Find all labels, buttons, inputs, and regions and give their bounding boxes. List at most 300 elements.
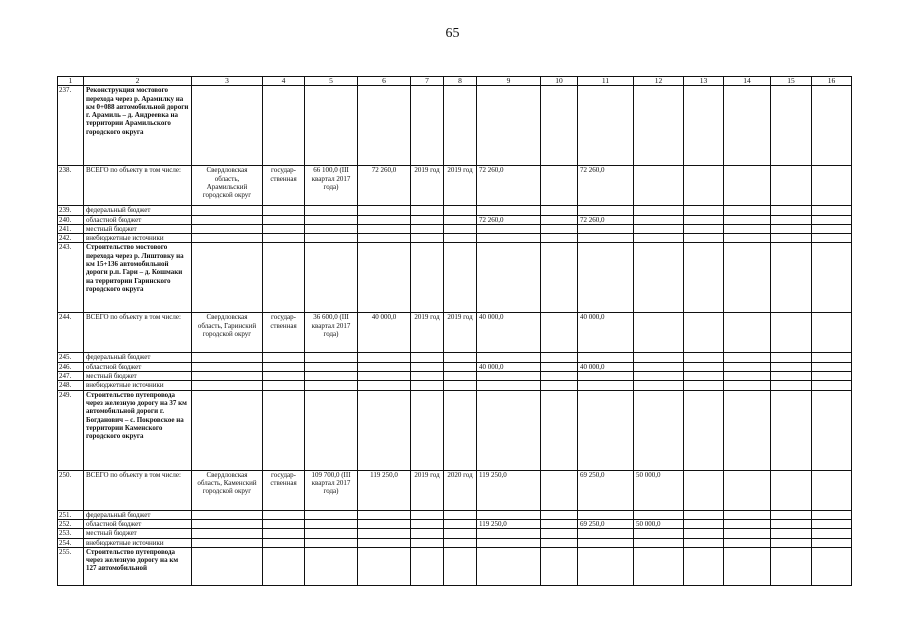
header-cell: 6 xyxy=(358,77,411,86)
value-cell xyxy=(444,362,477,371)
value-cell xyxy=(541,353,578,362)
row-number: 240. xyxy=(58,215,84,224)
empty-cell xyxy=(263,86,305,166)
item-label: внебюджетные источники xyxy=(84,234,192,243)
value-cell xyxy=(541,234,578,243)
empty-cell xyxy=(771,353,812,362)
empty-cell xyxy=(812,381,852,390)
empty-cell xyxy=(578,86,634,166)
value-cell xyxy=(411,215,444,224)
table-row xyxy=(58,234,852,243)
header-cell: 10 xyxy=(541,77,578,86)
empty-cell xyxy=(771,243,812,313)
table-body xyxy=(58,86,852,586)
empty-cell xyxy=(771,166,812,206)
empty-cell xyxy=(724,234,771,243)
value-cell xyxy=(541,362,578,371)
header-cell: 16 xyxy=(812,77,852,86)
empty-cell xyxy=(684,353,724,362)
empty-cell xyxy=(771,519,812,528)
empty-cell xyxy=(192,86,263,166)
value-cell xyxy=(192,234,263,243)
item-label: местный бюджет xyxy=(84,372,192,381)
table-row xyxy=(58,519,852,528)
table-row xyxy=(58,224,852,233)
investment-table xyxy=(57,76,852,586)
value-cell xyxy=(541,510,578,519)
value-cell: государ-ственная xyxy=(263,470,305,510)
empty-cell xyxy=(771,372,812,381)
value-cell xyxy=(634,166,684,206)
value-cell xyxy=(578,353,634,362)
empty-cell xyxy=(724,224,771,233)
value-cell xyxy=(634,510,684,519)
empty-cell xyxy=(684,206,724,215)
value-cell xyxy=(305,381,358,390)
value-cell xyxy=(477,234,541,243)
value-cell: 69 250,0 xyxy=(578,470,634,510)
empty-cell xyxy=(812,538,852,547)
row-number: 251. xyxy=(58,510,84,519)
empty-cell xyxy=(634,86,684,166)
item-label: федеральный бюджет xyxy=(84,510,192,519)
empty-cell xyxy=(771,529,812,538)
value-cell xyxy=(411,206,444,215)
row-number: 253. xyxy=(58,529,84,538)
item-label: местный бюджет xyxy=(84,224,192,233)
empty-cell xyxy=(812,547,852,585)
row-number: 254. xyxy=(58,538,84,547)
value-cell xyxy=(305,224,358,233)
item-label: ВСЕГО по объекту в том числе: xyxy=(84,166,192,206)
empty-cell xyxy=(411,243,444,313)
empty-cell xyxy=(812,353,852,362)
row-number: 247. xyxy=(58,372,84,381)
value-cell: 36 600,0 (III квартал 2017 года) xyxy=(305,313,358,353)
empty-cell xyxy=(684,362,724,371)
empty-cell xyxy=(192,547,263,585)
value-cell xyxy=(411,372,444,381)
table-row xyxy=(58,390,852,470)
value-cell xyxy=(541,224,578,233)
value-cell xyxy=(192,215,263,224)
empty-cell xyxy=(724,353,771,362)
value-cell xyxy=(634,206,684,215)
empty-cell xyxy=(724,538,771,547)
header-row xyxy=(58,77,852,86)
row-number: 243. xyxy=(58,243,84,313)
empty-cell xyxy=(812,313,852,353)
value-cell: 50 000,0 xyxy=(634,519,684,528)
value-cell xyxy=(634,313,684,353)
value-cell xyxy=(411,381,444,390)
value-cell: 40 000,0 xyxy=(578,362,634,371)
empty-cell xyxy=(684,390,724,470)
header-cell: 14 xyxy=(724,77,771,86)
value-cell xyxy=(541,166,578,206)
value-cell xyxy=(411,519,444,528)
value-cell xyxy=(263,529,305,538)
header-cell: 15 xyxy=(771,77,812,86)
value-cell: государ-ственная xyxy=(263,313,305,353)
value-cell xyxy=(477,353,541,362)
table-row xyxy=(58,243,852,313)
empty-cell xyxy=(771,538,812,547)
value-cell xyxy=(305,215,358,224)
value-cell xyxy=(541,538,578,547)
empty-cell xyxy=(305,86,358,166)
table-row xyxy=(58,381,852,390)
empty-cell xyxy=(771,547,812,585)
empty-cell xyxy=(684,234,724,243)
empty-cell xyxy=(724,547,771,585)
value-cell xyxy=(192,381,263,390)
table-row xyxy=(58,362,852,371)
value-cell xyxy=(305,538,358,547)
value-cell xyxy=(541,470,578,510)
value-cell xyxy=(192,224,263,233)
empty-cell xyxy=(724,529,771,538)
empty-cell xyxy=(684,547,724,585)
empty-cell xyxy=(724,390,771,470)
value-cell xyxy=(444,215,477,224)
empty-cell xyxy=(411,86,444,166)
empty-cell xyxy=(444,547,477,585)
value-cell xyxy=(541,519,578,528)
empty-cell xyxy=(578,390,634,470)
empty-cell xyxy=(477,390,541,470)
value-cell: 119 250,0 xyxy=(477,470,541,510)
empty-cell xyxy=(724,206,771,215)
value-cell xyxy=(358,381,411,390)
value-cell xyxy=(305,519,358,528)
header-cell: 9 xyxy=(477,77,541,86)
empty-cell xyxy=(771,234,812,243)
value-cell: Свердловская область, Гаринский городской округ xyxy=(192,313,263,353)
value-cell xyxy=(444,510,477,519)
empty-cell xyxy=(411,547,444,585)
value-cell xyxy=(444,234,477,243)
item-label: внебюджетные источники xyxy=(84,538,192,547)
row-number: 242. xyxy=(58,234,84,243)
value-cell: 40 000,0 xyxy=(578,313,634,353)
value-cell xyxy=(305,206,358,215)
empty-cell xyxy=(684,243,724,313)
empty-cell xyxy=(192,243,263,313)
value-cell: 40 000,0 xyxy=(477,313,541,353)
empty-cell xyxy=(192,390,263,470)
value-cell xyxy=(634,372,684,381)
value-cell xyxy=(192,353,263,362)
row-number: 238. xyxy=(58,166,84,206)
row-number: 237. xyxy=(58,86,84,166)
empty-cell xyxy=(812,470,852,510)
value-cell: государ-ственная xyxy=(263,166,305,206)
empty-cell xyxy=(684,86,724,166)
empty-cell xyxy=(724,362,771,371)
value-cell xyxy=(192,519,263,528)
table-row xyxy=(58,313,852,353)
value-cell xyxy=(305,372,358,381)
empty-cell xyxy=(305,390,358,470)
empty-cell xyxy=(684,166,724,206)
item-label: федеральный бюджет xyxy=(84,353,192,362)
value-cell xyxy=(541,381,578,390)
empty-cell xyxy=(724,243,771,313)
value-cell xyxy=(578,372,634,381)
row-number: 250. xyxy=(58,470,84,510)
empty-cell xyxy=(812,372,852,381)
empty-cell xyxy=(812,390,852,470)
value-cell xyxy=(444,529,477,538)
row-number: 244. xyxy=(58,313,84,353)
value-cell xyxy=(578,381,634,390)
item-label: областной бюджет xyxy=(84,215,192,224)
value-cell xyxy=(444,353,477,362)
empty-cell xyxy=(684,538,724,547)
empty-cell xyxy=(724,215,771,224)
table-row xyxy=(58,470,852,510)
empty-cell xyxy=(812,224,852,233)
item-label: областной бюджет xyxy=(84,362,192,371)
value-cell xyxy=(634,215,684,224)
empty-cell xyxy=(771,390,812,470)
value-cell xyxy=(411,234,444,243)
value-cell: 2020 год xyxy=(444,470,477,510)
empty-cell xyxy=(305,243,358,313)
empty-cell xyxy=(358,86,411,166)
item-label: областной бюджет xyxy=(84,519,192,528)
value-cell: 72 260,0 xyxy=(578,166,634,206)
item-label: ВСЕГО по объекту в том числе: xyxy=(84,313,192,353)
value-cell: 2019 год xyxy=(444,313,477,353)
value-cell xyxy=(305,353,358,362)
empty-cell xyxy=(358,243,411,313)
empty-cell xyxy=(771,381,812,390)
value-cell xyxy=(263,519,305,528)
empty-cell xyxy=(724,470,771,510)
header-cell: 2 xyxy=(84,77,192,86)
header-cell: 3 xyxy=(192,77,263,86)
value-cell xyxy=(358,224,411,233)
value-cell xyxy=(634,381,684,390)
value-cell xyxy=(578,224,634,233)
value-cell xyxy=(192,538,263,547)
row-number: 241. xyxy=(58,224,84,233)
value-cell: 72 260,0 xyxy=(358,166,411,206)
empty-cell xyxy=(263,243,305,313)
value-cell: 2019 год xyxy=(411,313,444,353)
value-cell xyxy=(634,224,684,233)
value-cell xyxy=(263,353,305,362)
empty-cell xyxy=(444,86,477,166)
empty-cell xyxy=(358,390,411,470)
row-number: 249. xyxy=(58,390,84,470)
table-row xyxy=(58,510,852,519)
empty-cell xyxy=(578,243,634,313)
value-cell xyxy=(634,234,684,243)
item-label: ВСЕГО по объекту в том числе: xyxy=(84,470,192,510)
row-number: 252. xyxy=(58,519,84,528)
item-label: внебюджетные источники xyxy=(84,381,192,390)
value-cell xyxy=(263,362,305,371)
empty-cell xyxy=(684,215,724,224)
value-cell xyxy=(477,224,541,233)
value-cell xyxy=(192,372,263,381)
table-row xyxy=(58,166,852,206)
value-cell xyxy=(263,215,305,224)
value-cell: 119 250,0 xyxy=(358,470,411,510)
item-label: местный бюджет xyxy=(84,529,192,538)
value-cell xyxy=(477,381,541,390)
value-cell xyxy=(634,529,684,538)
value-cell xyxy=(305,362,358,371)
empty-cell xyxy=(812,519,852,528)
value-cell xyxy=(541,206,578,215)
value-cell xyxy=(578,510,634,519)
empty-cell xyxy=(812,529,852,538)
empty-cell xyxy=(684,372,724,381)
value-cell xyxy=(358,538,411,547)
object-title: Реконструкция мостового перехода через р. Арамилку на км 0+088 автомобильной дороги г. Арамиль – д. Андреевка на территории Арамильского городского округа xyxy=(84,86,192,166)
value-cell: 72 260,0 xyxy=(578,215,634,224)
empty-cell xyxy=(812,166,852,206)
empty-cell xyxy=(444,243,477,313)
value-cell xyxy=(358,206,411,215)
empty-cell xyxy=(634,390,684,470)
empty-cell xyxy=(724,313,771,353)
empty-cell xyxy=(305,547,358,585)
item-label: федеральный бюджет xyxy=(84,206,192,215)
value-cell xyxy=(305,510,358,519)
empty-cell xyxy=(771,224,812,233)
header-cell: 13 xyxy=(684,77,724,86)
empty-cell xyxy=(684,510,724,519)
value-cell: 2019 год xyxy=(444,166,477,206)
row-number: 245. xyxy=(58,353,84,362)
empty-cell xyxy=(477,243,541,313)
empty-cell xyxy=(477,547,541,585)
value-cell xyxy=(192,206,263,215)
value-cell xyxy=(411,353,444,362)
value-cell xyxy=(477,510,541,519)
row-number: 246. xyxy=(58,362,84,371)
empty-cell xyxy=(541,547,578,585)
header-cell: 4 xyxy=(263,77,305,86)
value-cell xyxy=(634,538,684,547)
value-cell: 40 000,0 xyxy=(477,362,541,371)
empty-cell xyxy=(263,390,305,470)
empty-cell xyxy=(444,390,477,470)
empty-cell xyxy=(724,381,771,390)
row-number: 248. xyxy=(58,381,84,390)
value-cell: Свердловская область, Каменский городской округ xyxy=(192,470,263,510)
value-cell xyxy=(192,529,263,538)
value-cell xyxy=(411,510,444,519)
table-row xyxy=(58,353,852,362)
table-row xyxy=(58,547,852,585)
header-cell: 11 xyxy=(578,77,634,86)
value-cell xyxy=(578,234,634,243)
value-cell xyxy=(305,529,358,538)
header-cell: 7 xyxy=(411,77,444,86)
empty-cell xyxy=(771,313,812,353)
value-cell: 66 100,0 (III квартал 2017 года) xyxy=(305,166,358,206)
value-cell xyxy=(634,353,684,362)
value-cell xyxy=(263,510,305,519)
value-cell xyxy=(444,372,477,381)
value-cell xyxy=(578,538,634,547)
value-cell xyxy=(358,234,411,243)
value-cell xyxy=(578,529,634,538)
empty-cell xyxy=(771,206,812,215)
empty-cell xyxy=(771,362,812,371)
empty-cell xyxy=(812,215,852,224)
empty-cell xyxy=(411,390,444,470)
empty-cell xyxy=(771,86,812,166)
empty-cell xyxy=(724,166,771,206)
empty-cell xyxy=(812,243,852,313)
value-cell xyxy=(411,529,444,538)
empty-cell xyxy=(578,547,634,585)
value-cell: 69 250,0 xyxy=(578,519,634,528)
value-cell: 72 260,0 xyxy=(477,166,541,206)
value-cell xyxy=(444,381,477,390)
value-cell: 2019 год xyxy=(411,470,444,510)
empty-cell xyxy=(477,86,541,166)
empty-cell xyxy=(684,519,724,528)
value-cell: 72 260,0 xyxy=(477,215,541,224)
value-cell xyxy=(541,372,578,381)
value-cell xyxy=(263,206,305,215)
value-cell xyxy=(477,206,541,215)
empty-cell xyxy=(812,510,852,519)
empty-cell xyxy=(724,510,771,519)
empty-cell xyxy=(684,470,724,510)
table-row xyxy=(58,86,852,166)
empty-cell xyxy=(358,547,411,585)
value-cell xyxy=(263,381,305,390)
value-cell xyxy=(411,362,444,371)
empty-cell xyxy=(724,519,771,528)
value-cell xyxy=(263,538,305,547)
empty-cell xyxy=(812,362,852,371)
empty-cell xyxy=(724,86,771,166)
object-title: Строительство путепровода через железную дорогу на 37 км автомобильной дороги г. Богданович – с. Покровское на территории Каменского городского округа xyxy=(84,390,192,470)
empty-cell xyxy=(724,372,771,381)
table-row xyxy=(58,215,852,224)
empty-cell xyxy=(684,381,724,390)
table-row xyxy=(58,529,852,538)
value-cell: 109 700,0 (III квартал 2017 года) xyxy=(305,470,358,510)
empty-cell xyxy=(771,470,812,510)
value-cell xyxy=(358,362,411,371)
empty-cell xyxy=(684,224,724,233)
value-cell xyxy=(358,215,411,224)
table-row xyxy=(58,538,852,547)
value-cell: 50 000,0 xyxy=(634,470,684,510)
value-cell xyxy=(578,206,634,215)
empty-cell xyxy=(541,86,578,166)
empty-cell xyxy=(771,215,812,224)
empty-cell xyxy=(541,390,578,470)
empty-cell xyxy=(812,234,852,243)
row-number: 239. xyxy=(58,206,84,215)
value-cell xyxy=(358,519,411,528)
value-cell xyxy=(477,372,541,381)
value-cell xyxy=(263,224,305,233)
value-cell xyxy=(358,529,411,538)
